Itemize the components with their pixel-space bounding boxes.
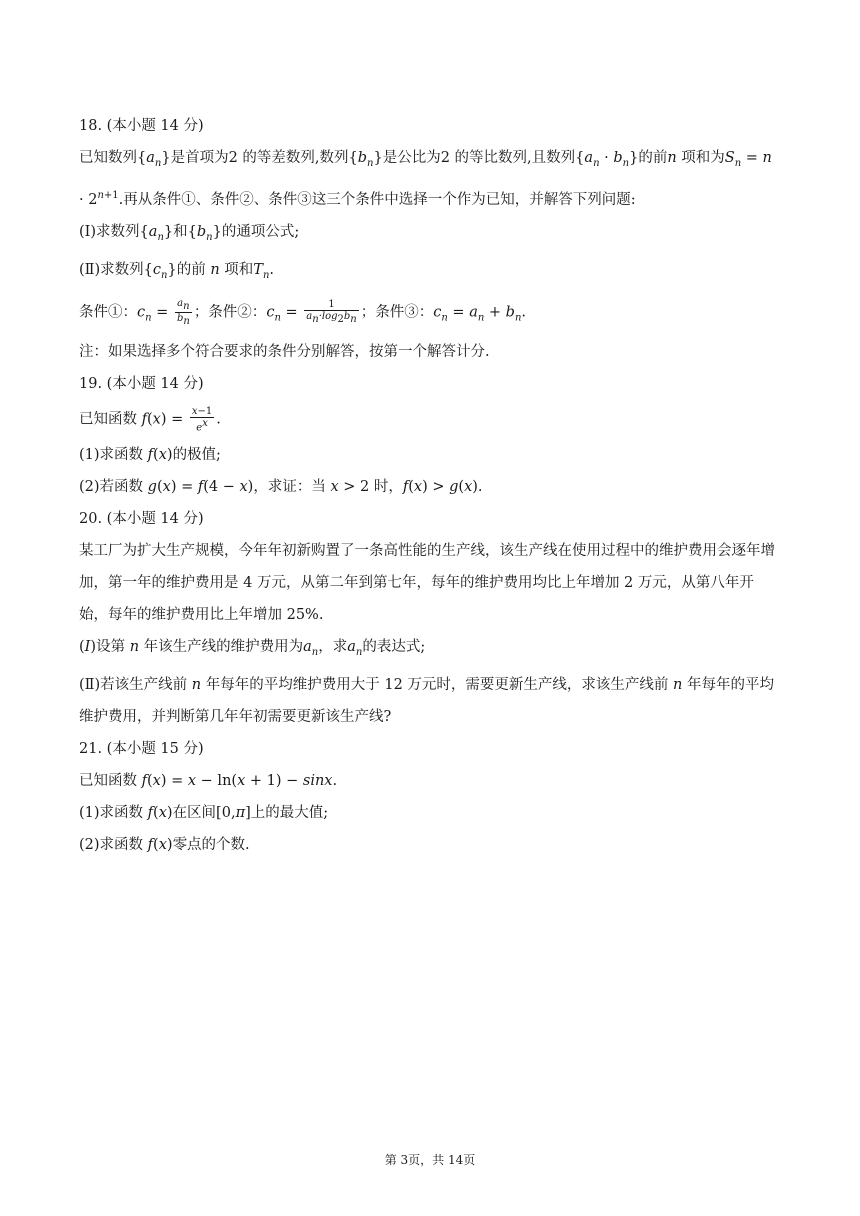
question-18-header: 18. (本小题 14 分) [79, 118, 204, 134]
question-20-stem: 某工厂为扩大生产规模，今年年初新购置了一条高性能的生产线，该生产线在使用过程中的维护费用会逐年增加，第一年的维护费用是 4 万元，从第二年到第七年，每年的维护费用均比上年增加 2 万元，从第八年开始，每年的维护费用比上年增加 25%. [79, 543, 775, 624]
page-number-footer: 第 3页，共 14页 [384, 1153, 476, 1167]
fraction-one-over-an-log: $\frac{1}{a_n\cdot\log_2b_n}$ [306, 299, 357, 325]
question-20-header: 20. (本小题 14 分) [79, 511, 204, 528]
question-20-part-1: (I)设第 n 年该生产线的维护费用为$a_n$，求$a_n$的表达式; [79, 639, 426, 659]
question-18-part-2: (Ⅱ)求数列$\{c_n\}$的前 n 项和$T_n$. [79, 261, 275, 281]
question-21-part-1: (1)求函数 f(x)在区间[0,π]上的最大值; [79, 805, 329, 822]
question-20-part-2: (Ⅱ)若该生产线前 n 年每年的平均维护费用大于 12 万元时，需要更新生产线，求该生产线前 n 年每年的平均维护费用，并判断第几年年初需要更新该生产线? [79, 677, 774, 726]
fraction-an-over-bn: $\frac{a_n}{b_n}$ [176, 297, 190, 327]
question-21-part-2: (2)求函数 f(x)零点的个数. [79, 837, 250, 854]
question-19-part-1: (1)求函数 f(x)的极值; [79, 447, 221, 464]
question-18-conditions: 条件①：$c_n$ = $\frac{a_n}{b_n}$ ；条件②：$c_n$ = $\frac{1}{a_n\cdot\log_2b_n}$ ；条件③：$c_n = a_n + b_n$. [79, 297, 527, 327]
question-21-stem: 已知函数 f(x) = x − ln(x + 1) − sinx. [79, 773, 338, 790]
question-18-part-1: (Ⅰ)求数列$\{a_n\}$和$\{b_n\}$的通项公式; [79, 223, 300, 243]
question-19-part-2: (2)若函数 g(x) = f(4 − x)，求证：当 x > 2 时，f(x) > g(x). [79, 479, 483, 496]
exam-page-content [79, 110, 781, 861]
question-19-header: 19. (本小题 14 分) [79, 375, 204, 392]
question-18-note: 注：如果选择多个符合要求的条件分别解答，按第一个解答计分. [79, 343, 490, 360]
fraction-x-minus-1-over-ex: $\frac{x-1}{e^x}$ [191, 405, 213, 434]
question-21-header: 21. (本小题 15 分) [79, 741, 204, 758]
question-19-stem: 已知函数 f(x) = $\frac{x-1}{e^x}$ . [79, 405, 221, 434]
question-18-stem: 已知数列$\{a_n\}$是首项为2 的等差数列,数列$\{b_n\}$是公比为2 的等比数列,且数列$\{a_n \cdot b_n\}$的前n 项和为$S_n = n \cdot 2^{n+1}$.再从条件①、条件②、条件③这三个条件中选择一个作为已知，并解答下列问题: [79, 150, 772, 208]
